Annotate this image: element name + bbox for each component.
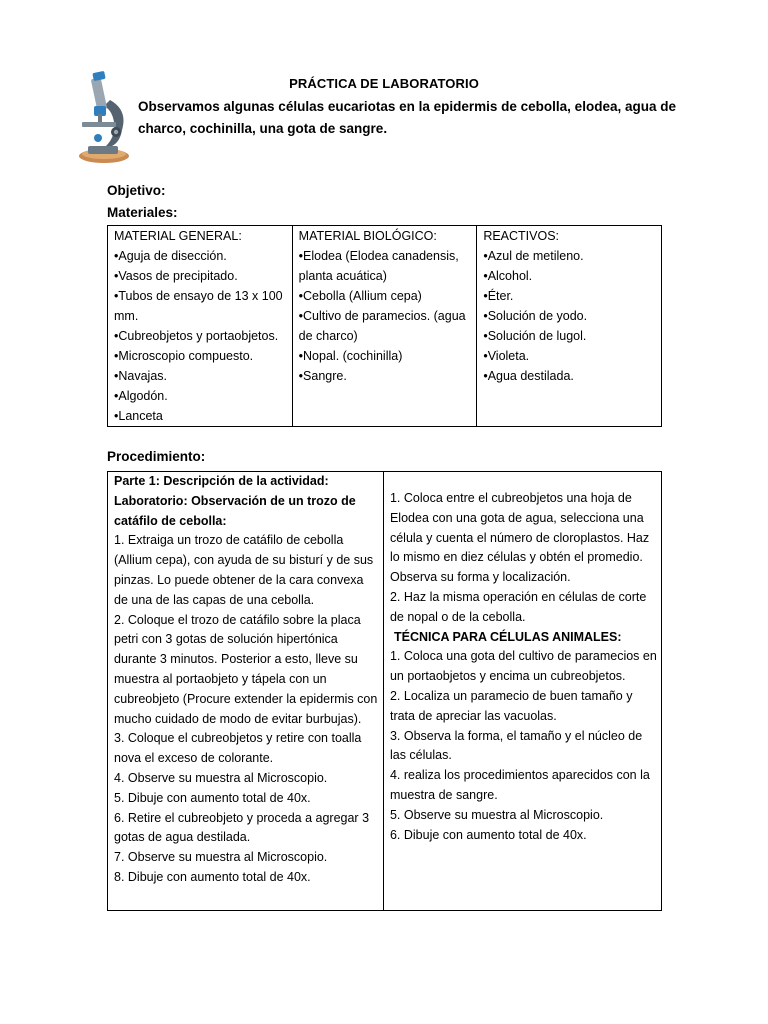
procedure-step: 1. Extraiga un trozo de catáfilo de cebolla (Allium cepa), con ayuda de su bisturí y de sus pinzas. Lo puede obtener de la cara convexa de una de las capas de una cebolla. xyxy=(114,533,374,607)
list-item: •Nopal. (cochinilla) xyxy=(298,349,403,363)
list-item: •Agua destilada. xyxy=(483,369,574,383)
procedure-step: 1. Coloca entre el cubreobjetos una hoja de Elodea con una gota de agua, selecciona una célula y cuenta el número de cloroplastos. Haz lo mismo en diez células y obtén el promedio. Observa su forma y localización. xyxy=(389,491,650,585)
procedure-step: 2. Coloque el trozo de catáfilo sobre la placa petri con 3 gotas de solución hipertónica durante 3 minutos. Posterior a esto, lleve su muestra al portaobjeto y tápela con un cubreobjeto (Procure extender la epidermis con mucho cuidado de modo de evitar burbujas). xyxy=(114,612,378,726)
page-title: PRÁCTICA DE LABORATORIO xyxy=(289,76,479,91)
list-item: •Elodea (Elodea canadensis, planta acuática) xyxy=(298,249,459,283)
reagents-heading: REACTIVOS: xyxy=(483,229,560,243)
list-item: •Navajas. xyxy=(114,369,168,383)
list-item: •Cultivo de paramecios. (agua de charco) xyxy=(298,309,466,343)
lab-heading: Laboratorio: Observación de un trozo de catáfilo de cebolla: xyxy=(114,493,356,528)
list-item: •Sangre. xyxy=(298,369,347,383)
list-item: •Solución de yodo. xyxy=(483,309,588,323)
list-item: •Azul de metileno. xyxy=(483,249,584,263)
list-item: •Tubos de ensayo de 13 x 100 mm. xyxy=(114,289,283,323)
procedure-step: 4. Observe su muestra al Microscopio. xyxy=(114,770,328,785)
procedure-step: 8. Dibuje con aumento total de 40x. xyxy=(114,869,311,884)
procedure-left-cell xyxy=(108,472,384,911)
list-item: •Solución de lugol. xyxy=(483,329,587,343)
general-material-cell xyxy=(108,226,293,427)
part-heading: Parte 1: Descripción de la actividad: xyxy=(114,474,329,488)
list-item: •Cubreobjetos y portaobjetos. xyxy=(114,329,279,343)
general-material-heading: MATERIAL GENERAL: xyxy=(114,229,242,243)
materials-table xyxy=(107,225,662,427)
procedure-step: 4. realiza los procedimientos aparecidos con la muestra de sangre. xyxy=(389,768,650,802)
procedure-step: 5. Dibuje con aumento total de 40x. xyxy=(114,790,311,805)
list-item: •Microscopio compuesto. xyxy=(114,349,254,363)
procedure-step: 5. Observe su muestra al Microscopio. xyxy=(389,807,604,822)
procedure-step: 3. Observa la forma, el tamaño y el núcleo de las células. xyxy=(389,728,643,763)
list-item: •Aguja de disección. xyxy=(114,249,227,263)
procedure-step: 6. Retire el cubreobjeto y proceda a agregar 3 gotas de agua destilada. xyxy=(114,810,370,845)
biological-material-cell xyxy=(292,226,477,427)
procedure-table xyxy=(107,471,662,911)
list-item: •Lanceta xyxy=(114,409,163,423)
animal-technique-heading: TÉCNICA PARA CÉLULAS ANIMALES: xyxy=(393,629,622,644)
biological-material-heading: MATERIAL BIOLÓGICO: xyxy=(298,229,437,243)
procedure-step: 2. Localiza un paramecio de buen tamaño y trata de apreciar las vacuolas. xyxy=(389,688,633,723)
procedure-step: 3. Coloque el cubreobjetos y retire con toalla nova el exceso de colorante. xyxy=(114,731,362,766)
procedure-step: 7. Observe su muestra al Microscopio. xyxy=(114,850,328,865)
materials-label: Materiales: xyxy=(107,205,178,220)
objective-label: Objetivo: xyxy=(107,183,166,198)
reagents-cell xyxy=(477,226,662,427)
list-item: •Vasos de precipitado. xyxy=(114,269,238,283)
procedure-step: 1. Coloca una gota del cultivo de paramecios en un portaobjetos y encima un cubreobjetos. xyxy=(389,649,657,684)
procedure-right-cell xyxy=(383,472,661,911)
list-item: •Éter. xyxy=(483,289,514,303)
procedure-label: Procedimiento: xyxy=(107,449,206,464)
procedure-step: 2. Haz la misma operación en células de corte de nopal o de la cebolla. xyxy=(389,589,647,624)
page-subtitle: Observamos algunas células eucariotas en la epidermis de cebolla, elodea, agua de charco, cochinilla, una gota de sangre. xyxy=(138,99,676,136)
list-item: •Alcohol. xyxy=(483,269,533,283)
list-item: •Algodón. xyxy=(114,389,168,403)
list-item: •Cebolla (Allium cepa) xyxy=(298,289,422,303)
procedure-step: 6. Dibuje con aumento total de 40x. xyxy=(389,827,587,842)
list-item: •Violeta. xyxy=(483,349,530,363)
